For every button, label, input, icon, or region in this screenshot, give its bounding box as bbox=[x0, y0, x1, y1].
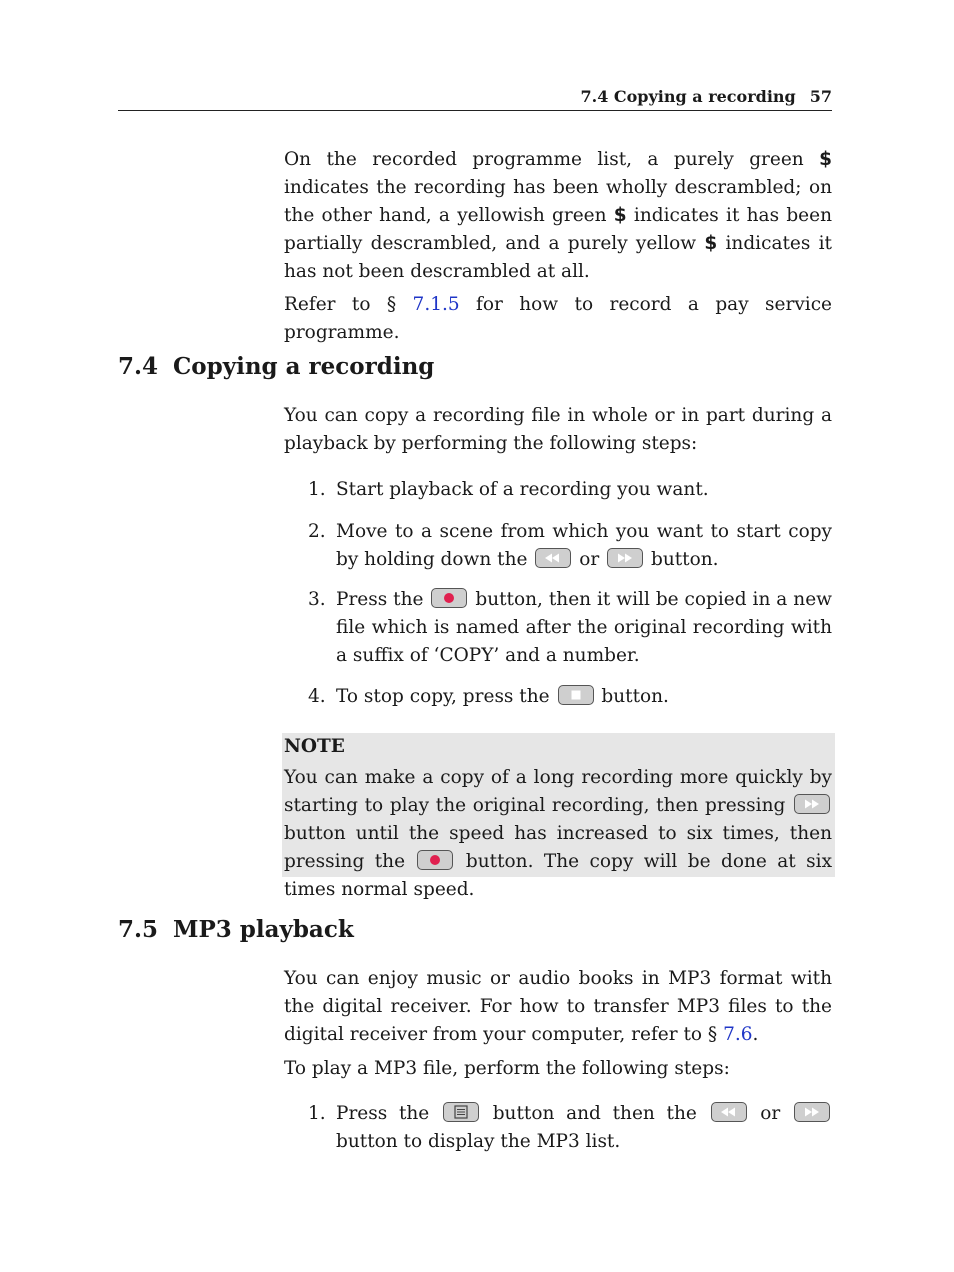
dollar-symbol: $ bbox=[819, 149, 832, 170]
record-icon bbox=[417, 850, 453, 870]
paragraph: You can copy a recording file in whole or in part during a playback by performing the following steps: bbox=[284, 405, 832, 454]
text: button. bbox=[595, 686, 669, 707]
paragraph: To play a MP3 file, perform the following steps: bbox=[284, 1058, 730, 1079]
intro-paragraph-1 bbox=[284, 146, 832, 286]
section-title: Copying a recording bbox=[173, 353, 435, 380]
text: You can enjoy music or audio books in MP3 format with the digital receiver. For how to transfer MP3 files to the digital receiver from your computer, refer to § bbox=[284, 968, 832, 1045]
record-icon bbox=[431, 588, 467, 608]
fast-forward-icon bbox=[607, 548, 643, 568]
fast-forward-icon bbox=[794, 1102, 830, 1122]
stop-icon bbox=[558, 685, 594, 705]
text: for how to record a pay service programme. bbox=[284, 294, 833, 343]
text: You can make a copy of a long recording more quickly by starting to play the original recording, then pressing bbox=[284, 767, 832, 816]
rewind-icon bbox=[711, 1102, 747, 1122]
section-7-4-intro bbox=[284, 402, 832, 458]
section-heading-7-4 bbox=[118, 352, 434, 382]
text: button until the speed has increased to six times, then pressing the bbox=[284, 823, 832, 872]
text: To stop copy, press the bbox=[336, 686, 556, 707]
list-item bbox=[308, 683, 832, 711]
section-number: 7.5 bbox=[118, 916, 159, 943]
running-header bbox=[118, 86, 832, 111]
list-icon bbox=[443, 1102, 479, 1122]
list-item bbox=[308, 1100, 832, 1156]
list-number: 3. bbox=[308, 589, 326, 610]
list-item bbox=[308, 586, 832, 670]
text: button and then the bbox=[480, 1103, 709, 1124]
text: button, then it will be copied in a new file which is named after the original recording with a suffix of ‘COPY’ and a number. bbox=[336, 589, 832, 666]
dollar-symbol: $ bbox=[613, 205, 627, 226]
text: Start playback of a recording you want. bbox=[336, 479, 709, 500]
text: Move to a scene from which you want to start copy by holding down the bbox=[336, 521, 832, 570]
header-section-title: 7.4 Copying a recording bbox=[580, 87, 796, 106]
text: . bbox=[752, 1024, 759, 1045]
text: button. The copy will be done at six times normal speed. bbox=[284, 851, 832, 900]
fast-forward-icon bbox=[794, 794, 830, 814]
text: Refer to § bbox=[284, 294, 413, 315]
note-title: NOTE bbox=[284, 736, 345, 757]
intro-paragraph-2 bbox=[284, 291, 832, 347]
section-link-7-1-5[interactable]: 7.1.5 bbox=[412, 294, 460, 315]
text: button to display the MP3 list. bbox=[336, 1131, 621, 1152]
list-number: 4. bbox=[308, 686, 326, 707]
section-title: MP3 playback bbox=[173, 916, 354, 943]
section-number: 7.4 bbox=[118, 353, 159, 380]
section-link-7-6[interactable]: 7.6 bbox=[723, 1024, 753, 1045]
list-item bbox=[308, 518, 832, 574]
note-body bbox=[284, 764, 832, 904]
text: indicates the recording has been wholly descrambled; on the other hand, a yellowish green bbox=[284, 177, 832, 226]
section-7-5-paragraph-1 bbox=[284, 965, 832, 1049]
text: indicates it has been partially descrambled, and a purely yellow bbox=[284, 205, 832, 254]
text: button. bbox=[645, 549, 719, 570]
rewind-icon bbox=[535, 548, 571, 568]
text: indicates it has not been descrambled at all. bbox=[284, 233, 832, 282]
text: Press the bbox=[336, 589, 430, 610]
text: or bbox=[748, 1103, 792, 1124]
list-number: 2. bbox=[308, 521, 326, 542]
text: or bbox=[573, 549, 606, 570]
note-box bbox=[282, 733, 835, 900]
section-heading-7-5 bbox=[118, 915, 354, 945]
list-number: 1. bbox=[308, 479, 326, 500]
page-number: 57 bbox=[809, 87, 832, 106]
dollar-symbol: $ bbox=[704, 233, 718, 254]
list-item bbox=[308, 476, 832, 504]
list-number: 1. bbox=[308, 1103, 326, 1124]
section-7-5-paragraph-2 bbox=[284, 1055, 832, 1083]
text: On the recorded programme list, a purely green bbox=[284, 149, 820, 170]
text: Press the bbox=[336, 1103, 441, 1124]
